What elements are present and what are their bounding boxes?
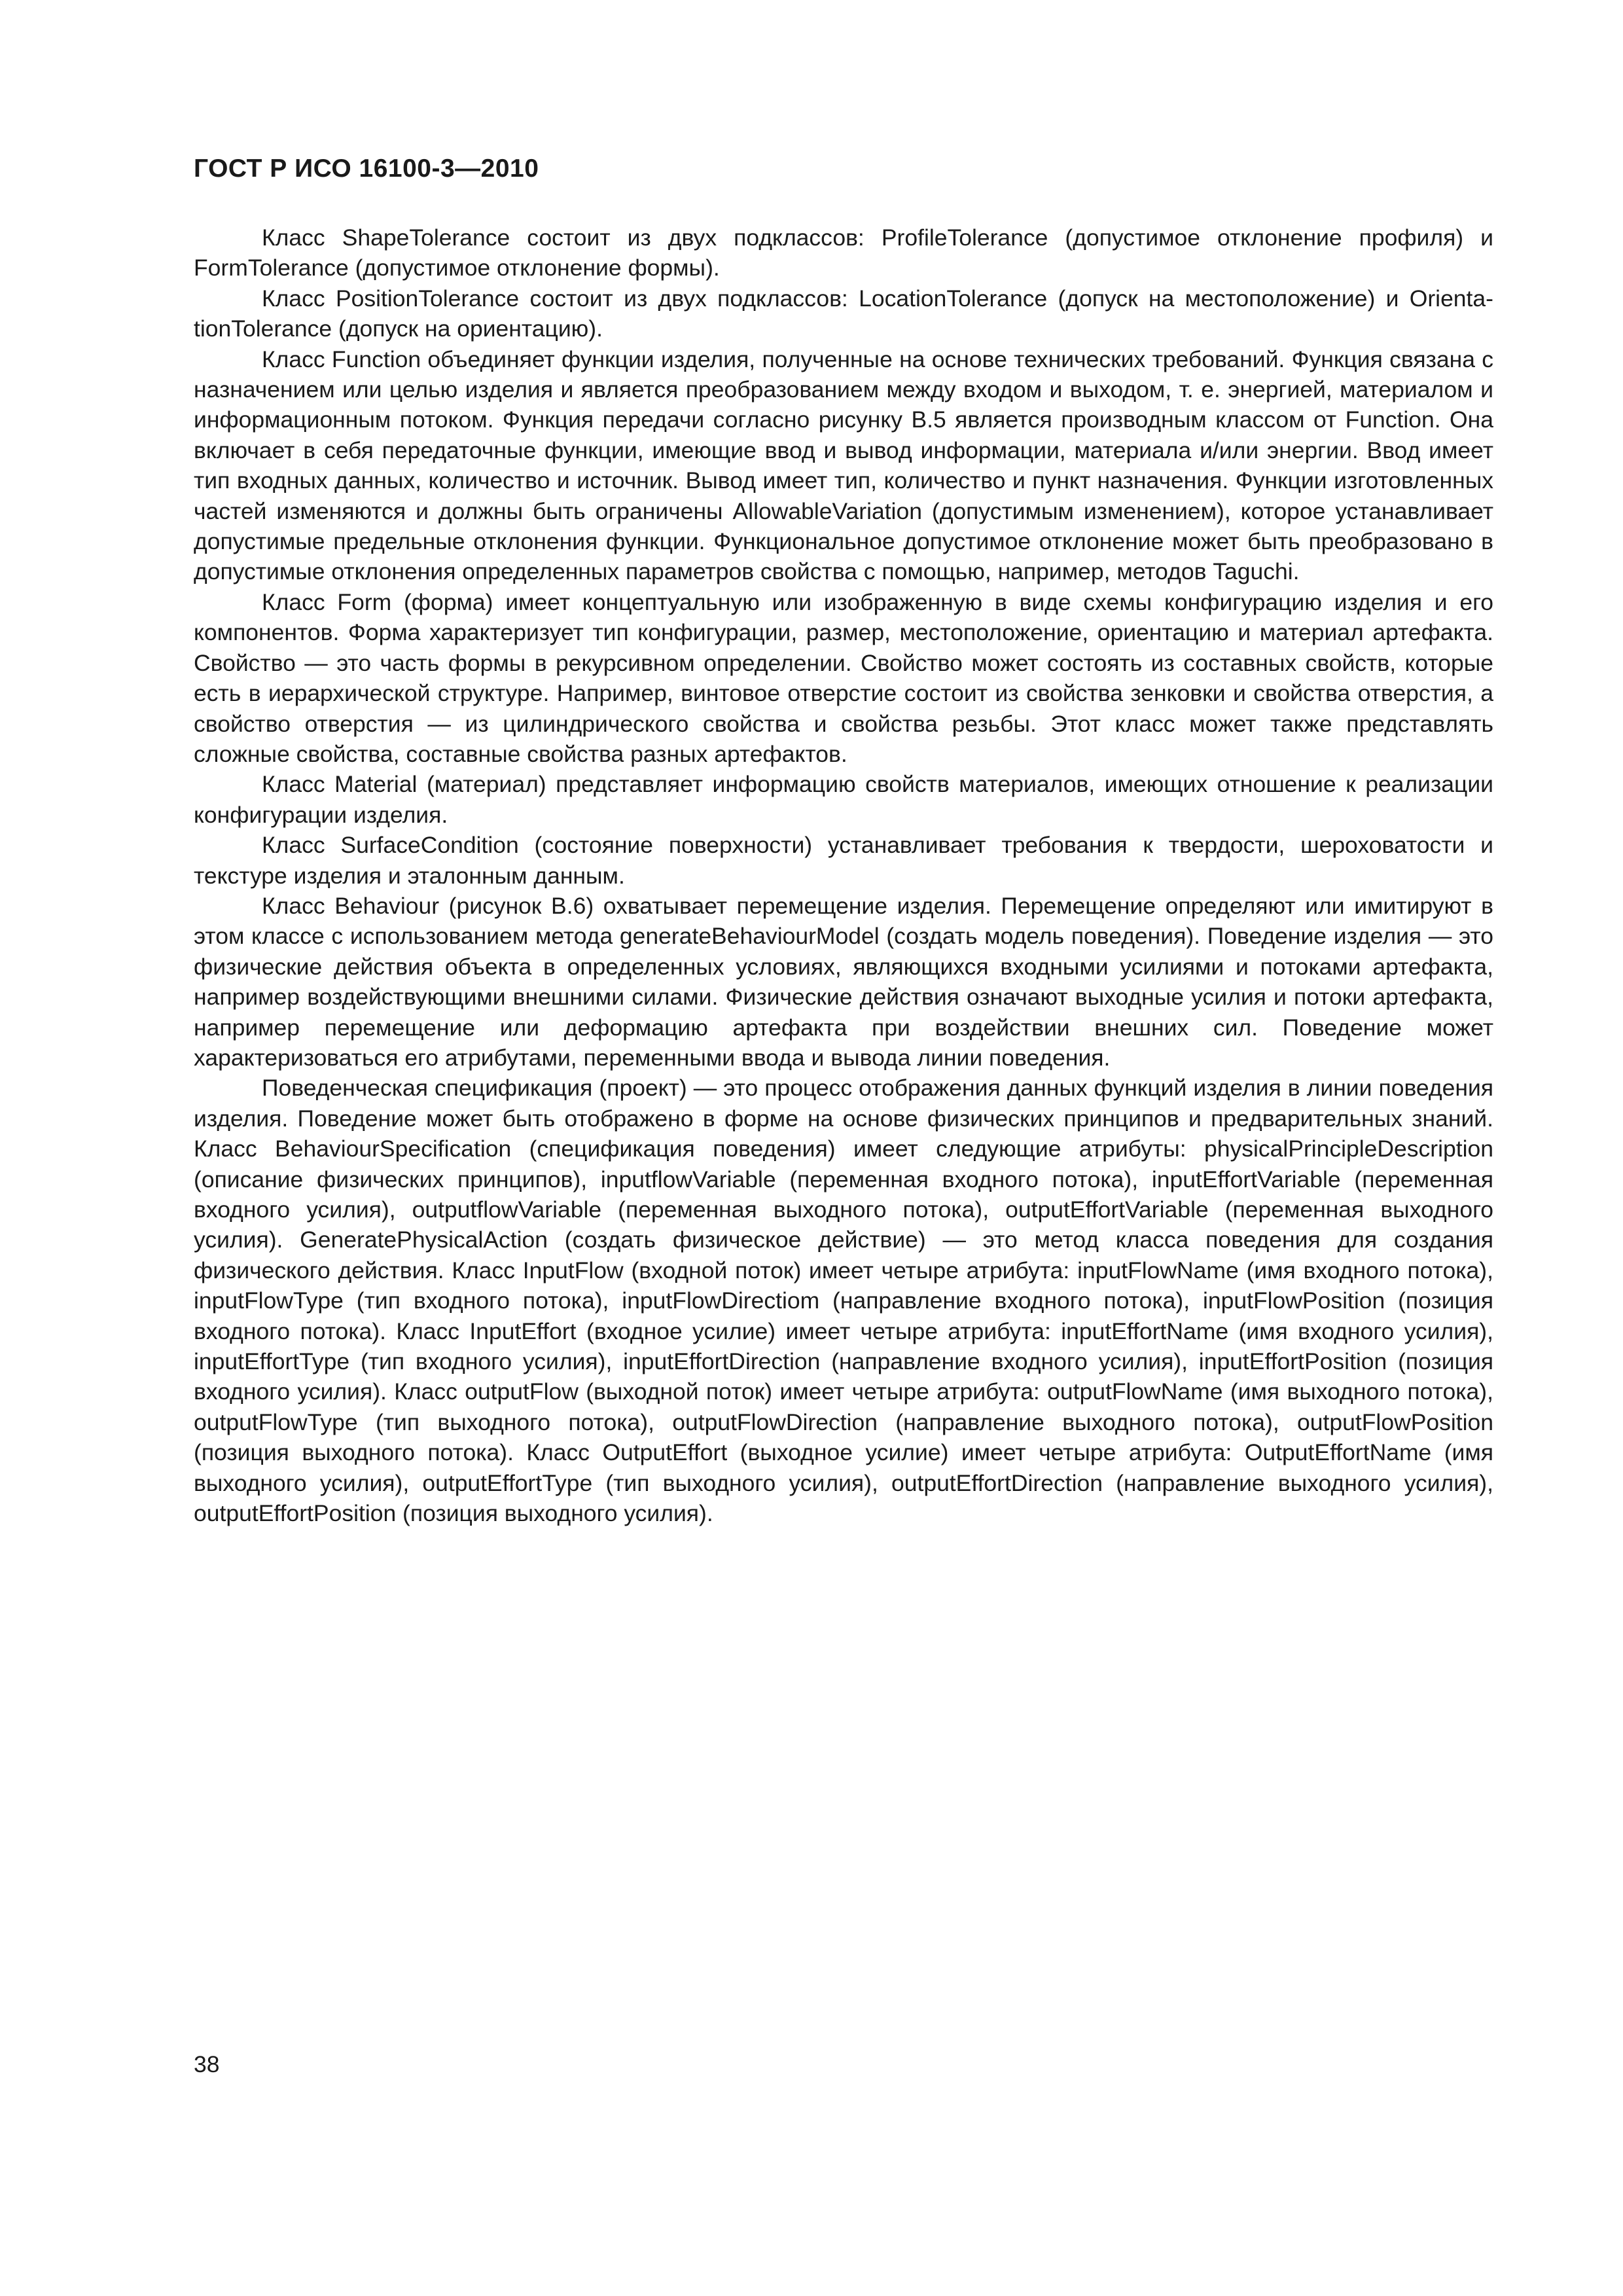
document-body: [194, 223, 1493, 1528]
paragraph-behaviour: Класс Behaviour (рисунок В.6) охватывает перемещение изделия. Перемещение определяют или имитируют в этом классе с использованием метода generateBehaviourModel (создать модель поведения). Поведение изделия — это физические действия объекта в определенных условиях, являющихся входными усилиями и потоками артефакта, например воздействующими внешними силами. Физические действия означают выходные усилия и потоки артефакта, например перемещение или деформацию артефакта при воздействии внешних сил. Поведение может характеризоваться его атрибутами, переменными ввода и вывода линии поведения.: [194, 892, 1493, 1071]
paragraph-material: Класс Material (материал) представляет информацию свойств материалов, имеющих отношение к реализации конфигурации изделия.: [194, 771, 1493, 828]
paragraph-function: Класс Function объединяет функции изделия, полученные на основе технических требований. Функция связана с назначением или целью изделия и является преобразованием между входом и выходом, т. е. энергией, материалом и информационным потоком. Функция передачи согласно рисунку В.5 является производным классом от Function. Она включает в себя передаточные функции, имеющие ввод и вывод информации, материала и/или энергии. Ввод имеет тип входных данных, количество и источник. Вывод имеет тип, количество и пункт назначения. Функции изготовленных частей изменяются и должны быть ограничены AllowableVariation (допустимым изменением), которое устанавливает допустимые предельные отклонения функции. Функциональное допустимое отклонение может быть преобразовано в допустимые отклонения определенных параметров свойства с помощью, например, методов Taguchi.: [194, 346, 1493, 585]
paragraph-shape-tolerance: Класс ShapeTolerance состоит из двух подклассов: ProfileTolerance (допустимое отклонение профиля) и FormTolerance (допустимое отклонение формы).: [194, 224, 1493, 281]
paragraph-position-tolerance: Класс PositionTolerance состоит из двух подклассов: LocationTolerance (допуск на местоположение) и OrientationTolerance (допуск на ориентацию).: [194, 285, 1493, 342]
paragraph-behaviour-specification: Поведенческая спецификация (проект) — это процесс отображения данных функций изделия в линии поведения изделия. Поведение может быть отображено в форме на основе физических принципов и предварительных знаний. Класс BehaviourSpecification (спецификация поведения) имеет следующие атрибуты: physicalPrincipleDescription (описание физических принципов), inputflowVariable (переменная входного потока), inputEffortVariable (переменная входного усилия), outputflowVariable (переменная выходного потока), outputEffortVariable (переменная выходного усилия). GeneratePhysicalAction (создать физическое действие) — это метод класса поведения для создания физического действия. Класс InputFlow (входной поток) имеет четыре атрибута: inputFlowName (имя входного потока), inputFlowType (тип входного потока), inputFlowDirectiom (направление входного потока), inputFlowPosition (позиция входного потока). Класс InputEffort (входное усилие) имеет четыре атрибута: inputEffortName (имя входного усилия), inputEffortType (тип входного усилия), inputEffortDirection (направление входного усилия), inputEffortPosition (позиция входного усилия). Класс outputFlow (выходной поток) имеет четыре атрибута: outputFlowName (имя выходного потока), outputFlowType (тип выходного потока), outputFlowDirection (направление выходного потока), outputFlowPosition (позиция выходного потока). Класс OutputEffort (выходное усилие) имеет четыре атрибута: OutputEffortName (имя выходного усилия), outputEffortType (тип выходного усилия), outputEffortDirection (направление выходного усилия), outputEffortPosition (позиция выходного усилия).: [194, 1075, 1493, 1527]
page-number: 38: [194, 2051, 220, 2077]
paragraph-form: Класс Form (форма) имеет концептуальную или изображенную в виде схемы конфигурацию изделия и его компонентов. Форма характеризует тип конфигурации, размер, местоположение, ориентацию и материал артефакта. Свойство — это часть формы в рекурсивном определении. Свойство может состоять из составных свойств, которые есть в иерархической структуре. Например, винтовое отверстие состоит из свойства зенковки и свойства отверстия, а свойство отверстия — из цилиндрического свойства и свойства резьбы. Этот класс может также представлять сложные свойства, составные свойства разных артефактов.: [194, 588, 1493, 767]
document-header: ГОСТ Р ИСО 16100-3—2010: [194, 154, 539, 183]
paragraph-surface-condition: Класс SurfaceCondition (состояние поверхности) устанавливает требования к твердости, шероховатости и текстуре изделия и эталонным данным.: [194, 832, 1493, 889]
